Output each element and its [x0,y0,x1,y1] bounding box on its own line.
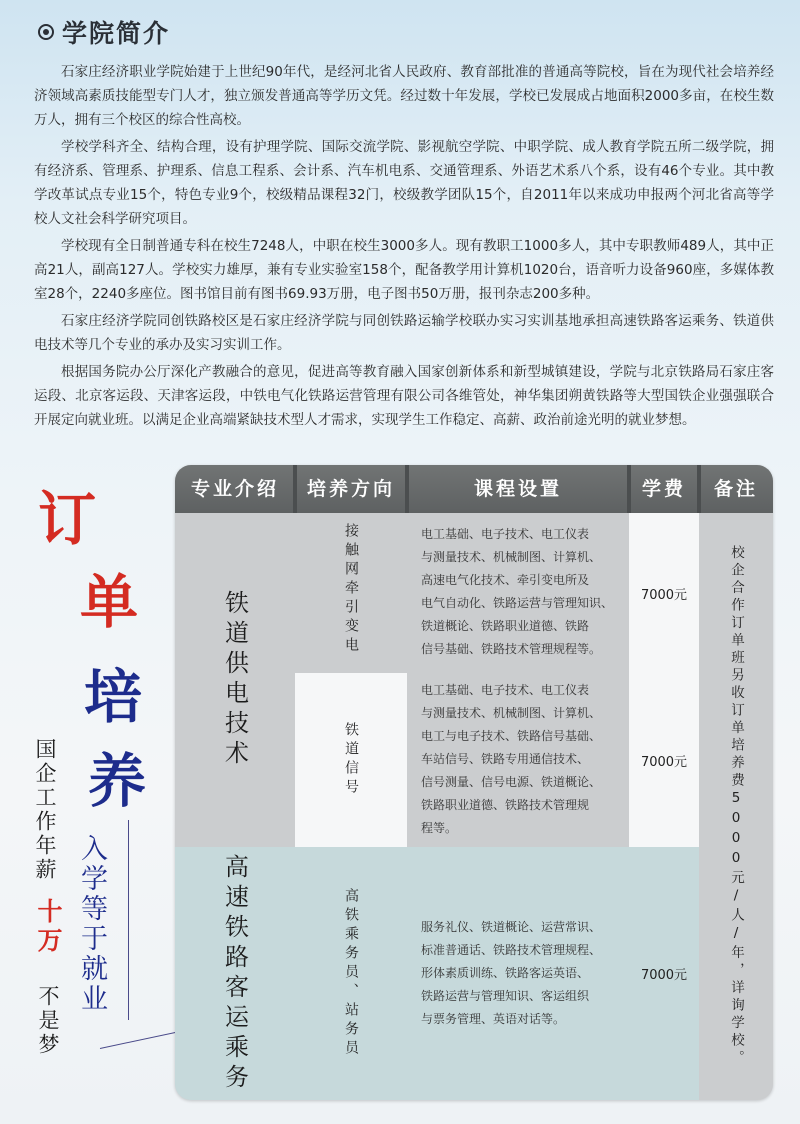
course-line: 与票务管理、英语对话等。 [421,1012,566,1026]
direction-text: 接触网牵引变电 [343,523,359,656]
table-header [175,465,773,513]
direction-cell [295,513,407,673]
slogan-line-dream: 不是梦 [36,985,60,1057]
course-line: 电气自动化、铁路运营与管理知识、 [421,596,614,610]
direction-cell [295,673,407,847]
remark-cell [699,513,773,1100]
course-line: 形体素质训练、铁路客运英语、 [421,966,590,980]
course-list [407,916,607,1031]
intro-paragraph-2: 学校学科齐全、结构合理，设有护理学院、国际交流学院、影视航空学院、中职学院、成人教育学院五所二级学院，拥有经济系、管理系、护理系、信息工程系、会计系、汽车机电系、交通管理系、外语艺术系八个系，设有46个专业。其中教学改革试点专业15个，特色专业9个，校级精品课程32门，校级教学团队15个，自2011年以来成功申报两个河北省高等学校人文社会科学研究项目。 [34,139,774,227]
course-line: 电工基础、电子技术、电工仪表 [421,683,590,697]
fee-cell [629,847,699,1100]
header-fee: 学费 [641,478,686,500]
intro-paragraph-4: 石家庄经济学院同创铁路校区是石家庄经济学院与同创铁路运输学校联办实习实训基地承担高速铁路客运乘务、铁道供电技术等几个专业的承办及实习实训工作。 [34,313,774,353]
intro-section [34,60,774,435]
courses-cell [407,847,629,1100]
direction-cell [295,847,407,1100]
slogan-char-1: 订 [38,485,97,553]
slogan-char-2: 单 [80,568,139,636]
major-name: 铁道供电技术 [220,590,249,770]
course-line: 车站信号、铁路专用通信技术、 [421,752,590,766]
major-cell [175,847,295,1100]
major-name: 高速铁路客运乘务 [220,853,249,1094]
header-major: 专业介绍 [190,478,279,500]
course-line: 标准普通话、铁路技术管理规程、 [421,943,602,957]
header-direction: 培养方向 [306,478,395,500]
course-line: 电工基础、电子技术、电工仪表 [421,527,590,541]
intro-paragraph-5: 根据国务院办公厅深化产教融合的意见，促进高等教育融入国家创新体系和新型城镇建设，学院与北京铁路局石家庄客运段、北京客运段、天津客运段，中铁电气化铁路运营管理有限公司各维管处，神华集团朔黄铁路等大型国铁企业强强联合开展定向就业班。以满足企业高端紧缺技术型人才需求，实现学生工作稳定、高薪、政治前途光明的就业梦想。 [34,364,774,428]
direction-text: 铁道信号 [343,722,359,798]
intro-paragraph-1: 石家庄经济职业学院始建于上世纪90年代，是经河北省人民政府、教育部批准的普通高等院校，旨在为现代社会培养经济领域高素质技能型专门人才，独立颁发普通高等学历文凭。经过数十年发展，学校已发展成占地面积2000多亩，在校生数万人，拥有三个校区的综合性高校。 [34,64,774,128]
header-courses: 课程设置 [473,478,562,500]
course-list [407,513,629,661]
slogan-line-salary: 国企工作年薪 [33,738,57,882]
fee-value: 7000元 [640,754,688,770]
course-line: 与测量技术、机械制图、计算机、 [421,706,602,720]
courses-cell [407,673,629,847]
course-line: 电工与电子技术、铁路信号基础、 [421,729,602,743]
course-line: 铁路运营与管理知识、客运组织 [421,989,590,1003]
decorative-line [128,820,129,1020]
bullet-circle-icon [38,24,54,40]
course-line: 信号基础、铁路技术管理规程等。 [421,642,602,656]
intro-paragraph-3: 学校现有全日制普通专科在校生7248人，中职在校生3000多人。现有教职工1000多人，其中专职教师489人，其中正高21人，副高127人。学校实力雄厚，兼有专业实验室158个，配备教学用计算机1020台，语音听力设备960座，多媒体教室28个，2240多座位。图书馆目前有图书69.93万册，电子图书50万册，报刊杂志200多种。 [34,238,774,302]
course-line: 服务礼仪、铁道概论、运营常识、 [421,920,602,934]
course-line: 与测量技术、机械制图、计算机、 [421,550,602,564]
major-cell [175,513,295,847]
course-line: 程等。 [421,821,458,835]
course-line: 铁道概论、铁路职业道德、铁路 [421,619,590,633]
page-title [38,14,170,50]
courses-cell [407,513,629,673]
slogan-highlight: 十万 [34,898,63,956]
course-line: 高速电气化技术、牵引变电所及 [421,573,590,587]
course-line: 铁路职业道德、铁路技术管理规 [421,798,590,812]
header-remark: 备注 [713,478,758,500]
fee-cell [629,513,699,673]
fee-value: 7000元 [640,968,688,983]
program-table [175,465,773,1100]
fee-value: 7000元 [640,587,688,603]
fee-cell [629,673,699,847]
course-line: 信号测量、信号电源、铁道概论、 [421,775,602,789]
course-list [407,673,629,840]
slogan-line-employment: 入学等于就业 [76,834,107,1014]
page-title-text: 学院简介 [62,19,171,48]
slogan-char-4: 养 [88,747,147,815]
direction-text: 高铁乘务员、站务员 [343,888,359,1059]
slogan-char-3: 培 [84,663,143,731]
remark-text: 校企合作订单班另收订单培养费5000元/人/年，详询学校。 [728,545,744,1068]
